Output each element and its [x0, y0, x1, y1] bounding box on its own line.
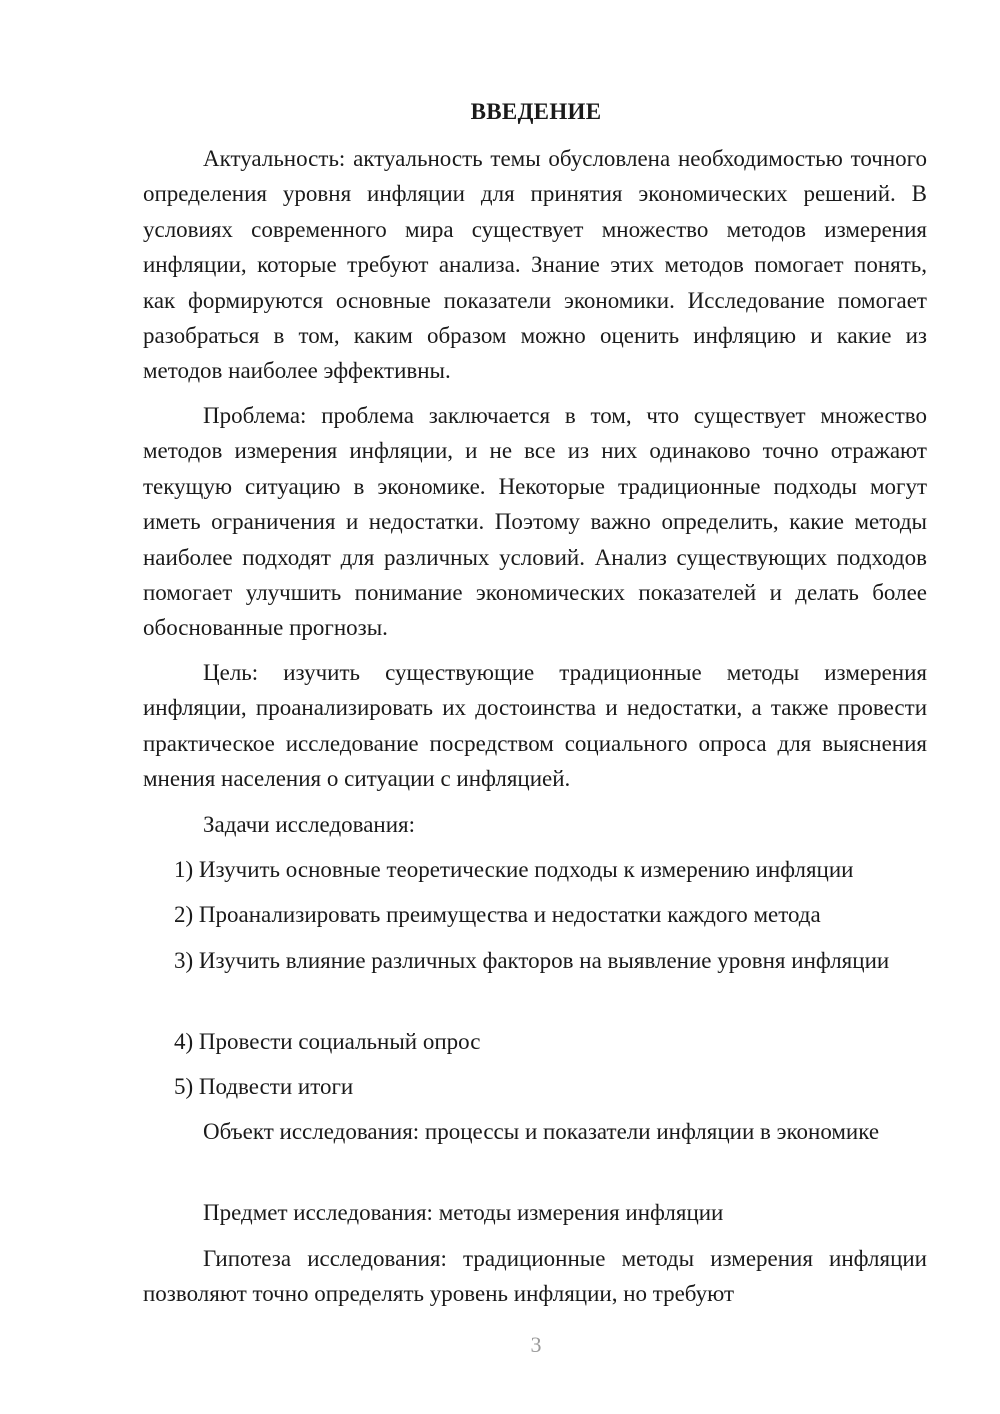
- task-item-4: 4) Провести социальный опрос: [174, 1029, 481, 1054]
- task-item-5: 5) Подвести итоги: [174, 1074, 354, 1099]
- paragraph-hypothesis: Гипотеза исследования: традиционные методы измерения инфляции позволяют точно определять уровень инфляции, но требуют: [143, 1246, 927, 1307]
- paragraph-problem: Проблема: проблема заключается в том, что существует множество методов измерения инфляции, и не все из них одинаково точно отражают текущую ситуацию в экономике. Некоторые традиционные подходы могут иметь ограничения и недостатки. Поэтому важно определить, какие методы наиболее подходят для различных условий. Анализ существующих подходов помогает улучшить понимание экономических показателей и делать более обоснованные прогнозы.: [143, 403, 927, 641]
- task-item-1: 1) Изучить основные теоретические подходы к измерению инфляции: [174, 857, 854, 882]
- paragraph-goal: Цель: изучить существующие традиционные методы измерения инфляции, проанализировать их достоинства и недостатки, а также провести практическое исследование посредством социального опроса для выяснения мнения населения о ситуации с инфляцией.: [143, 660, 927, 792]
- paragraph-subject: Предмет исследования: методы измерения инфляции: [203, 1200, 724, 1225]
- task-item-2: 2) Проанализировать преимущества и недостатки каждого метода: [174, 902, 821, 927]
- task-item-3: 3) Изучить влияние различных факторов на выявление уровня инфляции: [174, 948, 890, 973]
- page-number: 3: [530, 1332, 542, 1357]
- page-title: ВВЕДЕНИЕ: [470, 99, 602, 124]
- paragraph-tasks-heading: Задачи исследования:: [203, 812, 416, 837]
- paragraph-relevance: Актуальность: актуальность темы обусловлена необходимостью точного определения уровня инфляции для принятия экономических решений. В условиях современного мира существует множество методов измерения инфляции, которые требуют анализа. Знание этих методов помогает понять, как формируются основные показатели экономики. Исследование помогает разобраться в том, каким образом можно оценить инфляцию и какие из методов наиболее эффективны.: [143, 146, 927, 384]
- paragraph-object: Объект исследования: процессы и показатели инфляции в экономике: [203, 1119, 880, 1144]
